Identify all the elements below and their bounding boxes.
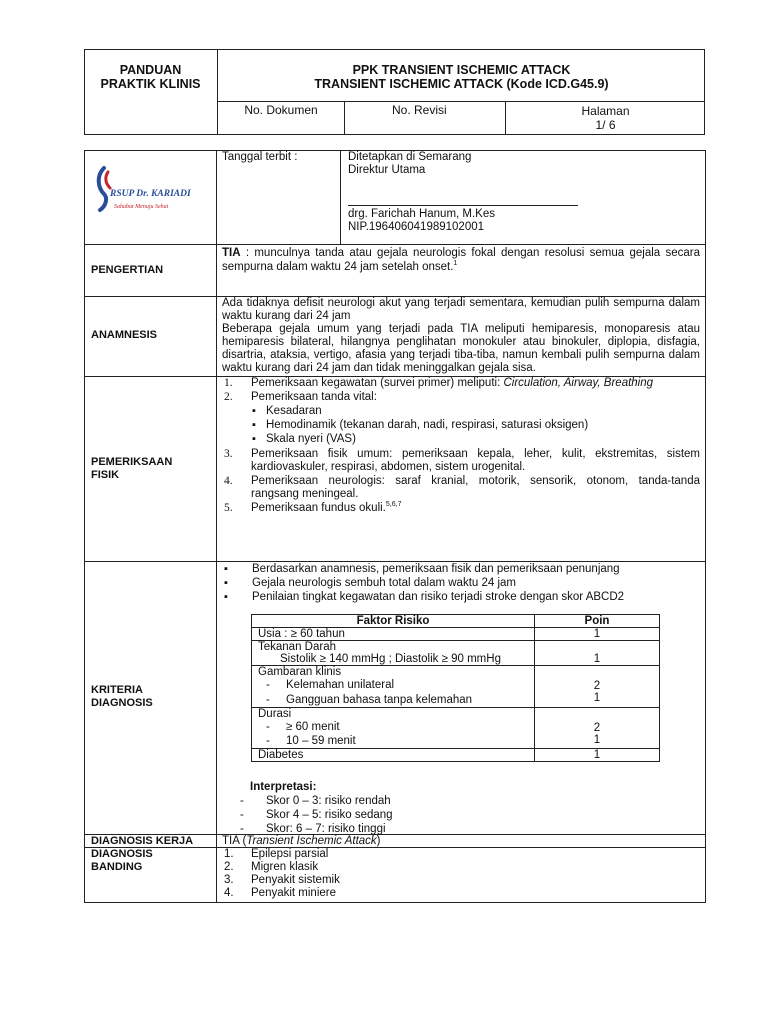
pengertian-definition: : munculnya tanda atau gejala neurologis fokal dengan resolusi semua gejala secara sempurna dalam waktu 24 jam setelah onset. bbox=[222, 247, 700, 273]
poin-usia: 1 bbox=[535, 628, 660, 641]
pemeriksaan-item-5 bbox=[216, 502, 700, 515]
hospital-logo bbox=[92, 162, 204, 220]
interpretasi-title: Interpretasi: bbox=[250, 781, 317, 793]
interpretasi-item-1: - Skor 0 – 3: risiko rendah bbox=[232, 794, 692, 808]
signatory-nip: NIP.196406041989102001 bbox=[348, 221, 485, 233]
list-item bbox=[216, 874, 700, 887]
abcd2-risk-table bbox=[251, 614, 660, 762]
kriteria-bullets bbox=[216, 562, 700, 604]
label-diagnosis-banding bbox=[91, 848, 153, 874]
item-text: Pemeriksaan neurologis: saraf kranial, motorik, sensorik, otonom, tanda-tanda rangsang meningeal. bbox=[251, 475, 700, 500]
page-value: 1/ 6 bbox=[595, 118, 616, 132]
poin-gambaran-klinis bbox=[535, 666, 660, 708]
item-text: Penyakit sistemik bbox=[251, 874, 340, 886]
issue-date-label: Tanggal terbit : bbox=[222, 151, 298, 163]
pemeriksaan-item-4 bbox=[216, 475, 700, 501]
gk-a-poin: 2 bbox=[593, 680, 601, 692]
kriteria-bullet-2: ▪ Gejala neurologis sembuh total dalam waktu 24 jam bbox=[216, 576, 700, 590]
item-text: Epilepsi parsial bbox=[251, 848, 329, 860]
row-gambaran-klinis bbox=[252, 666, 535, 708]
item-text: Pemeriksaan tanda vital: bbox=[251, 390, 377, 403]
pemeriksaan-item-3 bbox=[216, 448, 700, 474]
dur-b-poin: 1 bbox=[593, 734, 601, 746]
poin-durasi bbox=[535, 708, 660, 749]
pengertian-term: TIA bbox=[222, 247, 241, 259]
interpretasi-item-3: - Skor: 6 – 7: risiko tinggi bbox=[232, 822, 692, 836]
vital-sub-1: ▪ Kesadaran bbox=[216, 404, 700, 418]
main-table-column-divider bbox=[216, 150, 217, 903]
table-row bbox=[252, 708, 660, 749]
item-italic: Circulation, Airway, Breathing bbox=[503, 377, 654, 389]
td-poin: 1 bbox=[593, 653, 601, 665]
header-left-line2: PRAKTIK KLINIS bbox=[100, 77, 201, 91]
col-faktor-risiko: Faktor Risiko bbox=[252, 615, 535, 628]
list-item bbox=[216, 887, 700, 900]
header-left-line1: PANDUAN bbox=[119, 63, 182, 77]
label-pemeriksaan-line1: PEMERIKSAAN bbox=[91, 456, 173, 468]
dur-a-poin: 2 bbox=[593, 722, 601, 734]
dur-a: - ≥ 60 menit bbox=[258, 721, 528, 734]
anamnesis-para1: Ada tidaknya defisit neurologi akut yang terjadi sementara, kemudian pulih sempurna dalam waktu kurang dari 24 jam bbox=[222, 297, 700, 322]
signatory-name: drg. Farichah Hanum, M.Kes bbox=[348, 208, 496, 220]
num: 4. bbox=[224, 475, 233, 487]
dur-b: - 10 – 59 menit bbox=[258, 735, 528, 748]
revision-label: No. Revisi bbox=[392, 103, 447, 117]
signature-line bbox=[348, 205, 578, 206]
pemeriksaan-item-2 bbox=[216, 391, 700, 405]
row-diabetes: Diabetes bbox=[252, 749, 535, 762]
approval-place: Ditetapkan di Semarang bbox=[348, 151, 472, 163]
page-info bbox=[506, 104, 705, 132]
anamnesis-para2: Beberapa gejala umum yang terjadi pada TIA meliputi hemiparesis, monoparesis atau hemiparesis bilateral, hilangnya penglihatan monokuler atau binokuler, diplopia, disfagia, disartria, ataksia, vertigo, afasia yang terjadi tiba-tiba, namun kembali pulih sempurna dalam waktu kurang dari 24 jam dan tidak meninggalkan gejala sisa. bbox=[222, 323, 700, 374]
label-kriteria-line2: DIAGNOSIS bbox=[91, 697, 153, 709]
logo-name: RSUP Dr. KARIADI bbox=[110, 189, 191, 199]
interpretasi-block bbox=[232, 780, 692, 836]
dur-title: Durasi bbox=[258, 708, 292, 720]
diagnosis-banding-list bbox=[216, 848, 700, 900]
document-title bbox=[218, 63, 705, 91]
gk-b: - Gangguan bahasa tanpa kelemahan bbox=[258, 694, 528, 707]
label-banding-line1: DIAGNOSIS bbox=[91, 848, 153, 860]
poin-tekanan-darah bbox=[535, 641, 660, 666]
kriteria-bullet-3: ▪ Penilaian tingkat kegawatan dan risiko terjadi stroke dengan skor ABCD2 bbox=[216, 590, 700, 604]
label-anamnesis: ANAMNESIS bbox=[91, 329, 158, 341]
gk-a: - Kelemahan unilateral bbox=[258, 679, 528, 692]
signatory bbox=[348, 208, 698, 234]
vital-sub-3: ▪ Skala nyeri (VAS) bbox=[216, 432, 700, 446]
table-row bbox=[252, 628, 660, 641]
approval-block bbox=[348, 151, 698, 177]
table-row bbox=[252, 666, 660, 708]
anamnesis-text bbox=[222, 297, 700, 375]
num: 4. bbox=[224, 887, 234, 899]
gk-title: Gambaran klinis bbox=[258, 666, 342, 678]
header-divider-col2 bbox=[344, 101, 345, 135]
interpretasi-item-2: - Skor 4 – 5: risiko sedang bbox=[232, 808, 692, 822]
poin-diabetes: 1 bbox=[535, 749, 660, 762]
row-usia: Usia : ≥ 60 tahun bbox=[252, 628, 535, 641]
item-text: Penyakit miniere bbox=[251, 887, 337, 899]
td-title: Tekanan Darah bbox=[258, 641, 336, 653]
kerja-prefix: TIA ( bbox=[222, 835, 247, 847]
approval-position: Direktur Utama bbox=[348, 164, 426, 176]
table-row bbox=[252, 749, 660, 762]
title-line2: TRANSIENT ISCHEMIC ATTACK (Kode ICD.G45.9) bbox=[314, 77, 609, 91]
item-ref: 5,6,7 bbox=[385, 501, 402, 509]
header-divider-horizontal bbox=[217, 101, 705, 102]
page-label: Halaman bbox=[581, 104, 630, 118]
num: 1. bbox=[224, 848, 234, 860]
label-kriteria-line1: KRITERIA bbox=[91, 684, 143, 696]
kerja-suffix: ) bbox=[376, 835, 381, 847]
diagnosis-kerja-text bbox=[222, 835, 381, 848]
num: 2. bbox=[224, 390, 233, 403]
pengertian-text bbox=[222, 246, 700, 274]
logo-tagline: Sahabat Menuju Sehat bbox=[114, 204, 169, 210]
num: 1. bbox=[224, 377, 233, 389]
item-text: Migren klasik bbox=[251, 861, 319, 873]
label-pengertian: PENGERTIAN bbox=[91, 264, 164, 276]
item-text: Pemeriksaan fisik umum: pemeriksaan kepala, leher, kulit, ekstremitas, sistem kardiovaskuler, respirasi, abdomen, sistem urogenital. bbox=[251, 448, 700, 473]
pengertian-ref: 1 bbox=[453, 260, 458, 268]
td-sub: Sistolik ≥ 140 mmHg ; Diastolik ≥ 90 mmHg bbox=[280, 653, 501, 665]
title-line1: PPK TRANSIENT ISCHEMIC ATTACK bbox=[352, 63, 571, 77]
num: 3. bbox=[224, 874, 234, 886]
label-kriteria-diagnosis bbox=[91, 684, 153, 710]
label-pemeriksaan-fisik bbox=[91, 456, 172, 482]
label-banding-line2: BANDING bbox=[91, 861, 143, 873]
gk-b-poin: 1 bbox=[593, 692, 601, 704]
row-tekanan-darah bbox=[252, 641, 535, 666]
label-diagnosis-kerja: DIAGNOSIS KERJA bbox=[91, 835, 194, 847]
approval-divider bbox=[340, 150, 341, 244]
list-item bbox=[216, 861, 700, 874]
num: 3. bbox=[224, 448, 233, 460]
kerja-italic: Transient Ischemic Attack bbox=[246, 835, 377, 847]
num: 2. bbox=[224, 861, 234, 873]
header-left-title bbox=[84, 63, 217, 91]
table-row bbox=[252, 641, 660, 666]
header-divider-vertical bbox=[217, 49, 218, 135]
list-item bbox=[216, 848, 700, 861]
label-pemeriksaan-line2: FISIK bbox=[91, 469, 120, 481]
table-header-row bbox=[252, 615, 660, 628]
pemeriksaan-list bbox=[216, 377, 700, 515]
kriteria-bullet-1: ▪ Berdasarkan anamnesis, pemeriksaan fisik dan pemeriksaan penunjang bbox=[216, 562, 700, 576]
item-text: Pemeriksaan kegawatan (survei primer) meliputi: bbox=[251, 377, 504, 389]
vital-sub-2: ▪ Hemodinamik (tekanan darah, nadi, respirasi, saturasi oksigen) bbox=[216, 418, 700, 432]
item-text: Pemeriksaan fundus okuli. bbox=[251, 502, 386, 514]
row-sep-1 bbox=[84, 244, 706, 245]
pemeriksaan-item-1 bbox=[216, 377, 700, 391]
num: 5. bbox=[224, 502, 233, 514]
row-durasi bbox=[252, 708, 535, 749]
col-poin: Poin bbox=[535, 615, 660, 628]
doc-number-label: No. Dokumen bbox=[244, 103, 318, 117]
